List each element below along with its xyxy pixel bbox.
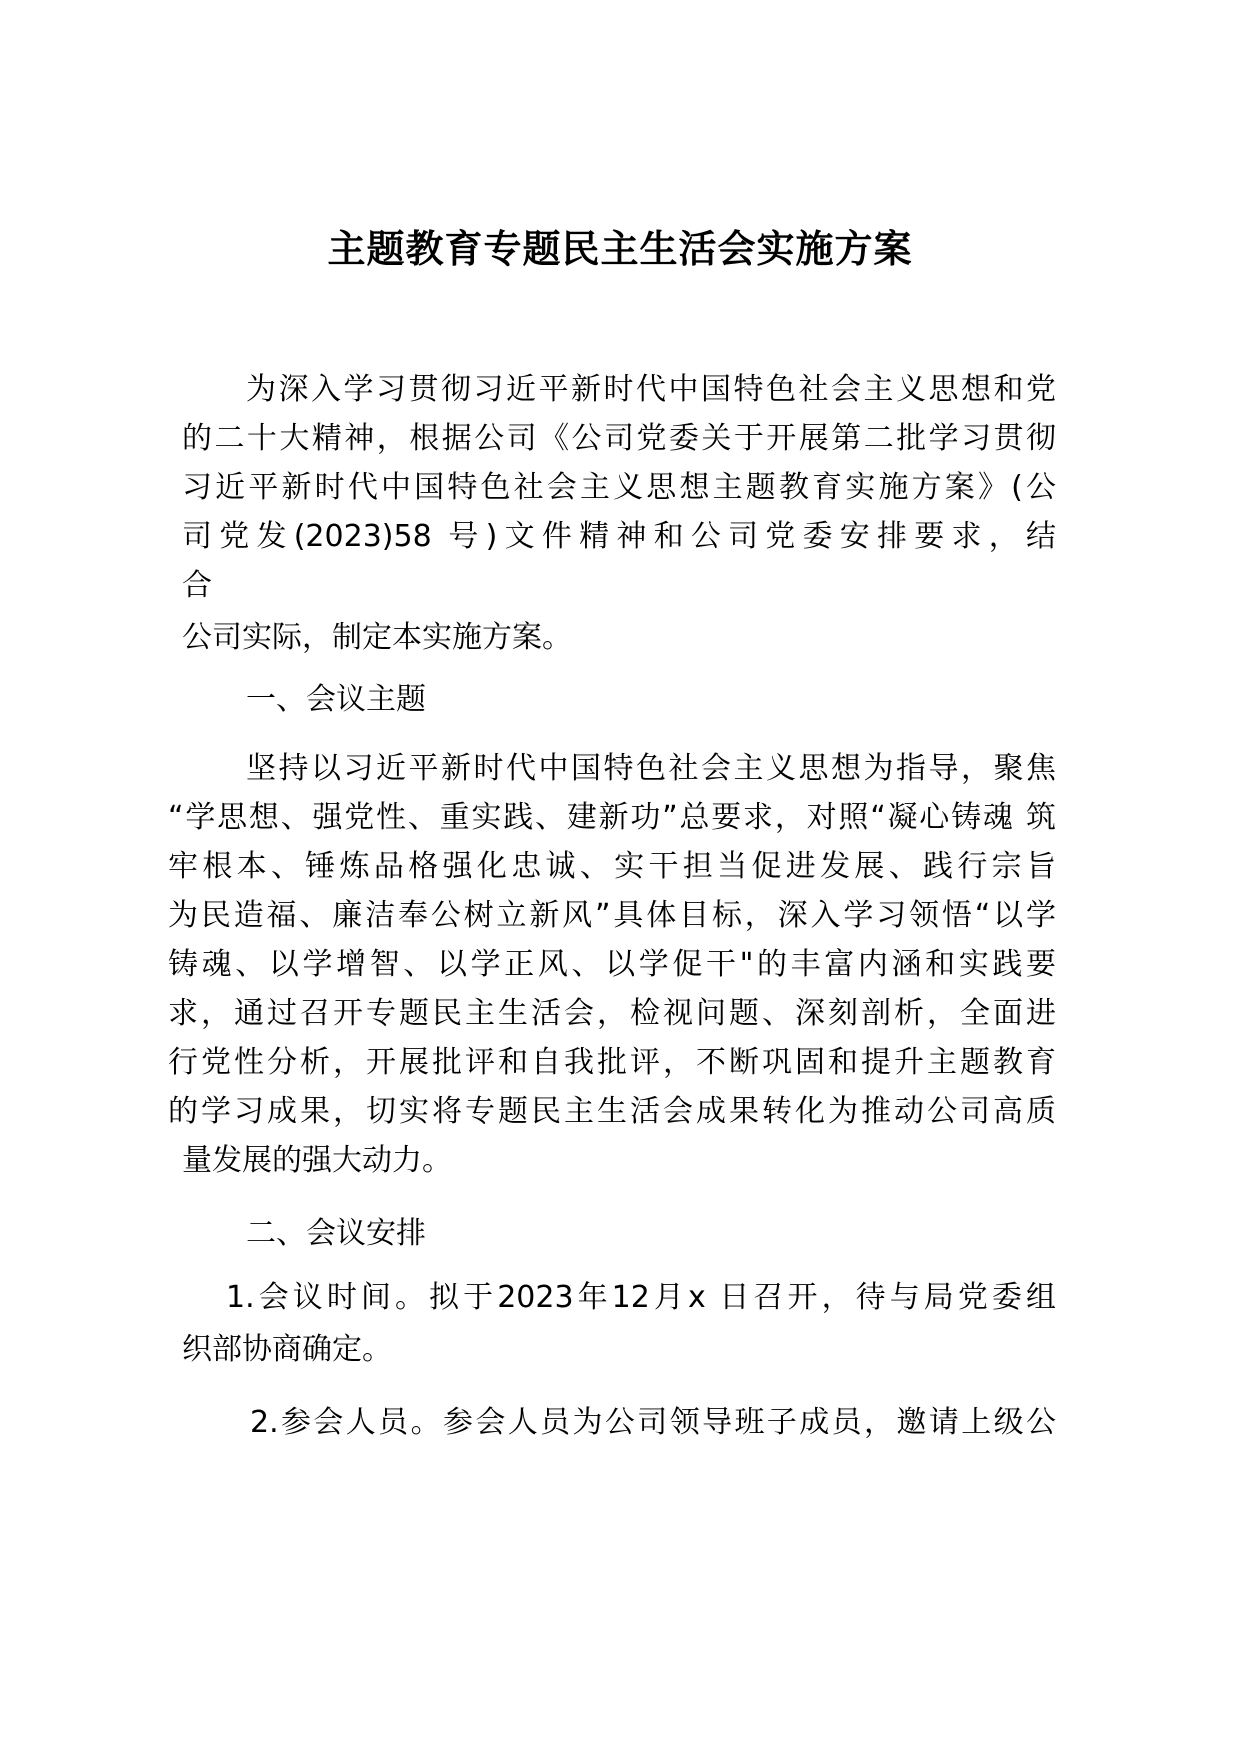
section-1-line-8: 的学习成果，切实将专题民主生活会成果转化为推动公司高质 — [168, 1094, 1056, 1129]
intro-line-6: 公司实际，制定本实施方案。 — [182, 620, 572, 655]
intro-line-1: 为深入学习贯彻习近平新时代中国特色社会主义思想和党 — [246, 372, 1056, 407]
section-1-line-7: 行党性分析，开展批评和自我批评，不断巩固和提升主题教育 — [168, 1045, 1056, 1080]
section-1-line-4: 为民造福、廉洁奉公树立新风”具体目标，深入学习领悟“以学 — [168, 898, 1056, 933]
section-2-heading: 二、会议安排 — [246, 1216, 426, 1251]
intro-line-2: 的二十大精神，根据公司《公司党委关于开展第二批学习贯彻 — [182, 421, 1056, 456]
section-1-line-1: 坚持以习近平新时代中国特色社会主义思想为指导，聚焦 — [246, 751, 1056, 786]
section-2-item-1-line-2: 织部协商确定。 — [182, 1332, 392, 1367]
document-title: 主题教育专题民主生活会实施方案 — [327, 227, 913, 271]
section-2-item-1-line-1: 1.会议时间。拟于2023年12月x 日召开，待与局党委组 — [226, 1280, 1056, 1315]
section-1-heading: 一、会议主题 — [246, 682, 426, 717]
intro-line-3: 习近平新时代中国特色社会主义思想主题教育实施方案》(公 — [182, 470, 1056, 505]
intro-line-5: 合 — [182, 568, 212, 603]
section-1-line-5: 铸魂、以学增智、以学正风、以学促干"的丰富内涵和实践要 — [168, 947, 1056, 982]
section-2-item-2-line-1: 2.参会人员。参会人员为公司领导班子成员，邀请上级公 — [250, 1405, 1056, 1440]
section-1-line-3: 牢根本、锤炼品格强化忠诚、实干担当促进发展、践行宗旨 — [168, 849, 1056, 884]
section-1-line-6: 求，通过召开专题民主生活会，检视问题、深刻剖析，全面进 — [168, 996, 1056, 1031]
section-1-line-2: “学思想、强党性、重实践、建新功”总要求，对照“凝心铸魂 筑 — [168, 800, 1056, 835]
section-1-line-9: 量发展的强大动力。 — [182, 1143, 452, 1178]
intro-line-4: 司党发(2023)58 号)文件精神和公司党委安排要求，结 — [182, 519, 1056, 554]
